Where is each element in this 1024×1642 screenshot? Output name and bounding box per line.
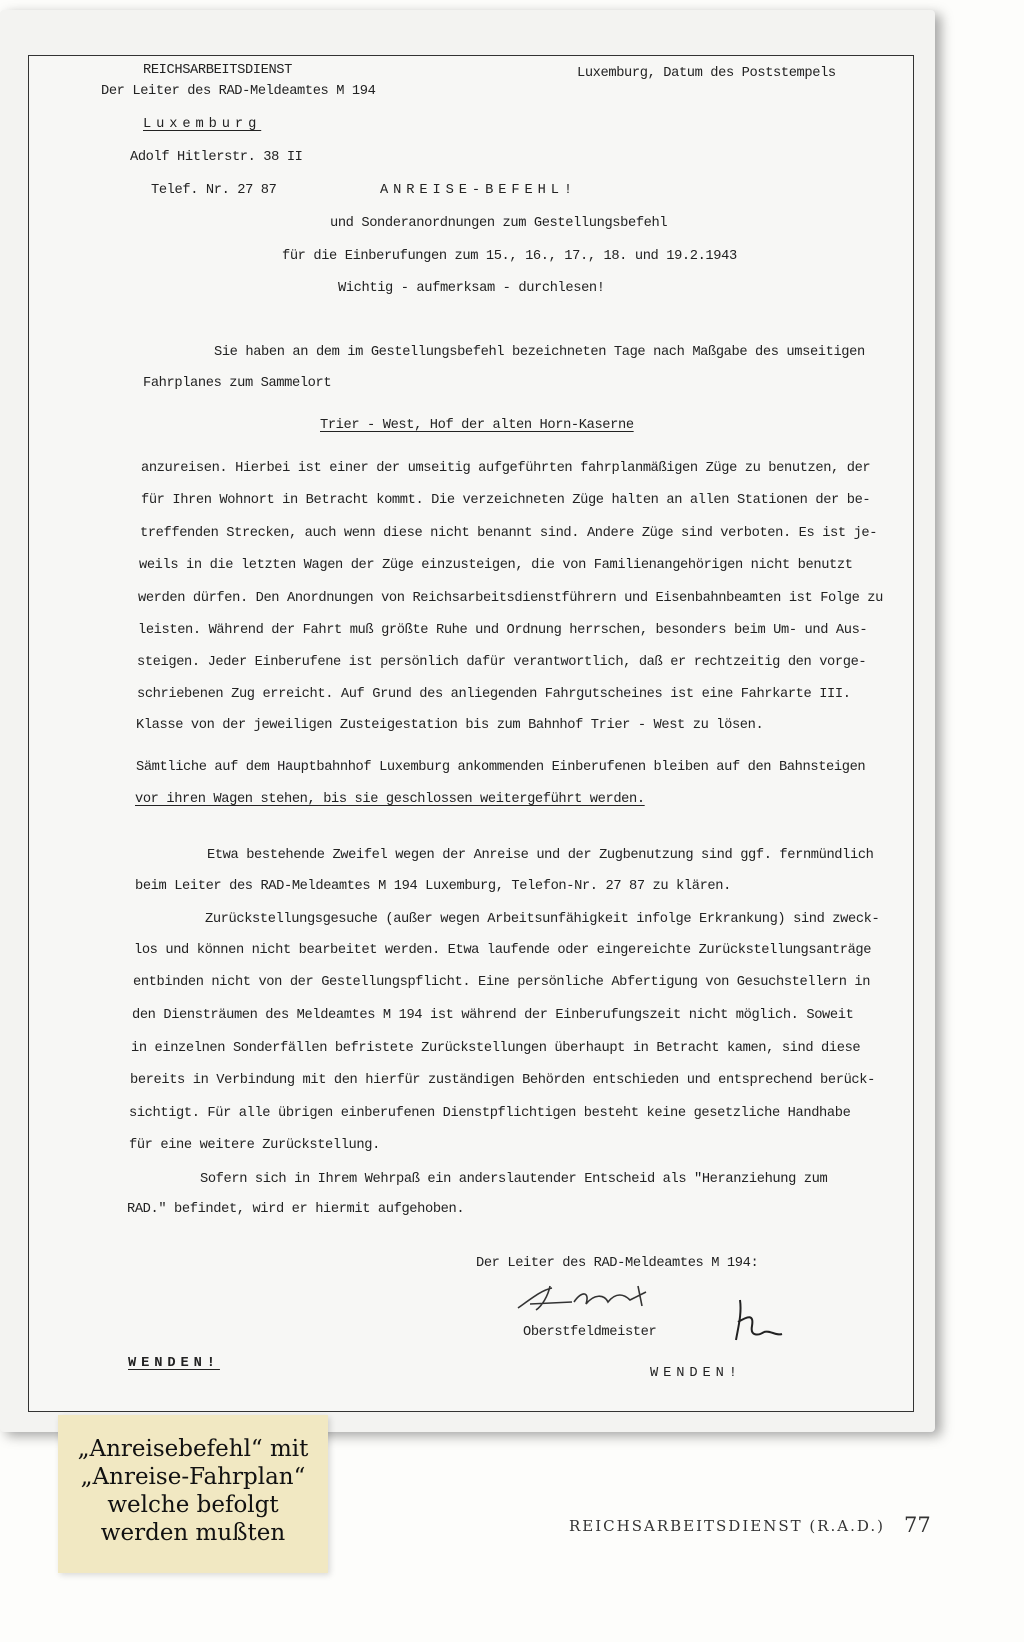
call-up-dates: für die Einberufungen zum 15., 16., 17., 18. und 19.2.1943 <box>282 248 737 264</box>
para1-line: steigen. Jeder Einberufene ist persönlich dafür verantwortlich, daß er rechtzeitig den vorge- <box>137 654 867 670</box>
letterhead-city: Luxemburg <box>143 116 262 132</box>
para5-line: Sofern sich in Ihrem Wehrpaß ein anderslautender Entscheid als "Heranziehung zum <box>200 1171 828 1187</box>
para2-line: vor ihren Wagen stehen, bis sie geschlossen weitergeführt werden. <box>135 791 645 807</box>
caption-line: welche befolgt <box>107 1492 279 1518</box>
para1-line: anzureisen. Hierbei ist einer der umseitig aufgeführten fahrplanmäßigen Züge zu benutzen, der <box>141 460 871 476</box>
para1-line: leisten. Während der Fahrt muß größte Ruhe und Ordnung herrschen, besonders beim Um- und Aus- <box>138 622 868 638</box>
letterhead-phone: Telef. Nr. 27 87 <box>151 182 277 198</box>
document-title: ANREISE-BEFEHL! <box>380 182 578 198</box>
date-line: Luxemburg, Datum des Poststempels <box>577 65 836 81</box>
turn-over-note-left: WENDEN! <box>128 1355 220 1371</box>
caption-line: „Anreise-Fahrplan“ <box>80 1464 306 1490</box>
para1-line: weils in die letzten Wagen der Züge einzusteigen, die von Familienangehörigen nicht benutzt <box>139 557 853 573</box>
para1-line: Klasse von der jeweiligen Zusteigestation bis zum Bahnhof Trier - West zu lösen. <box>136 717 764 733</box>
para4-line: los und können nicht bearbeitet werden. Etwa laufende oder eingereichte Zurückstellungsanträge <box>134 942 872 958</box>
turn-over-note-right: WENDEN! <box>650 1365 742 1381</box>
letterhead-org: REICHSARBEITSDIENST <box>143 62 292 78</box>
running-title: REICHSARBEITSDIENST (R.A.D.) <box>569 1517 886 1535</box>
destination: Trier - West, Hof der alten Horn-Kaserne <box>320 417 634 433</box>
caption-line: „Anreisebefehl“ mit <box>77 1436 309 1462</box>
important-notice: Wichtig - aufmerksam - durchlesen! <box>338 280 605 296</box>
para1-line: treffenden Strecken, auch wenn diese nicht benannt sind. Andere Züge sind verboten. Es ist je- <box>140 525 878 541</box>
para1-line: für Ihren Wohnort in Betracht kommt. Die verzeichneten Züge halten an allen Stationen der be- <box>141 492 871 508</box>
para4-line: bereits in Verbindung mit den hierfür zuständigen Behörden entschieden und entsprechend berück- <box>130 1072 875 1088</box>
intro-line: Fahrplanes zum Sammelort <box>143 375 332 391</box>
signature-label: Der Leiter des RAD-Meldeamtes M 194: <box>476 1255 759 1271</box>
para4-line: Zurückstellungsgesuche (außer wegen Arbeitsunfähigkeit infolge Erkrankung) sind zweck- <box>205 911 880 927</box>
para5-line: RAD." befindet, wird er hiermit aufgehoben. <box>127 1201 465 1217</box>
para4-line: den Diensträumen des Meldeamtes M 194 ist während der Einberufungszeit nicht möglich. Soweit <box>132 1007 854 1023</box>
para1-line: schriebenen Zug erreicht. Auf Grund des anliegenden Fahrgutscheines ist eine Fahrkarte III. <box>137 686 851 702</box>
para1-line: werden dürfen. Den Anordnungen von Reichsarbeitsdienstführern und Eisenbahnbeamten ist Folge zu <box>138 590 883 606</box>
para3-line: beim Leiter des RAD-Meldeamtes M 194 Luxemburg, Telefon-Nr. 27 87 zu klären. <box>135 878 731 894</box>
signatory-rank: Oberstfeldmeister <box>523 1324 657 1340</box>
para4-line: für eine weitere Zurückstellung. <box>129 1137 380 1153</box>
caption-box <box>58 1415 328 1573</box>
letterhead-office: Der Leiter des RAD-Meldeamtes M 194 <box>101 83 376 99</box>
document-subtitle: und Sonderanordnungen zum Gestellungsbefehl <box>330 215 668 231</box>
intro-line: Sie haben an dem im Gestellungsbefehl bezeichneten Tage nach Maßgabe des umseitigen <box>214 344 865 360</box>
letterhead-address: Adolf Hitlerstr. 38 II <box>130 149 303 165</box>
para4-line: in einzelnen Sonderfällen befristete Zurückstellungen überhaupt in Betracht kamen, sind diese <box>131 1040 861 1056</box>
para4-line: entbinden nicht von der Gestellungspflicht. Eine persönliche Abfertigung von Gesuchstellern in <box>133 974 871 990</box>
para4-line: sichtigt. Für alle übrigen einberufenen Dienstpflichtigen besteht keine gesetzliche Handhabe <box>129 1105 851 1121</box>
page-number: 77 <box>904 1513 931 1537</box>
caption-line: werden mußten <box>100 1520 286 1546</box>
signature-icon <box>512 1280 672 1316</box>
para2-line: Sämtliche auf dem Hauptbahnhof Luxemburg ankommenden Einberufenen bleiben auf den Bahnsteigen <box>136 759 866 775</box>
para3-line: Etwa bestehende Zweifel wegen der Anreise und der Zugbenutzung sind ggf. fernmündlich <box>207 847 874 863</box>
initials-signature-icon <box>730 1296 790 1346</box>
